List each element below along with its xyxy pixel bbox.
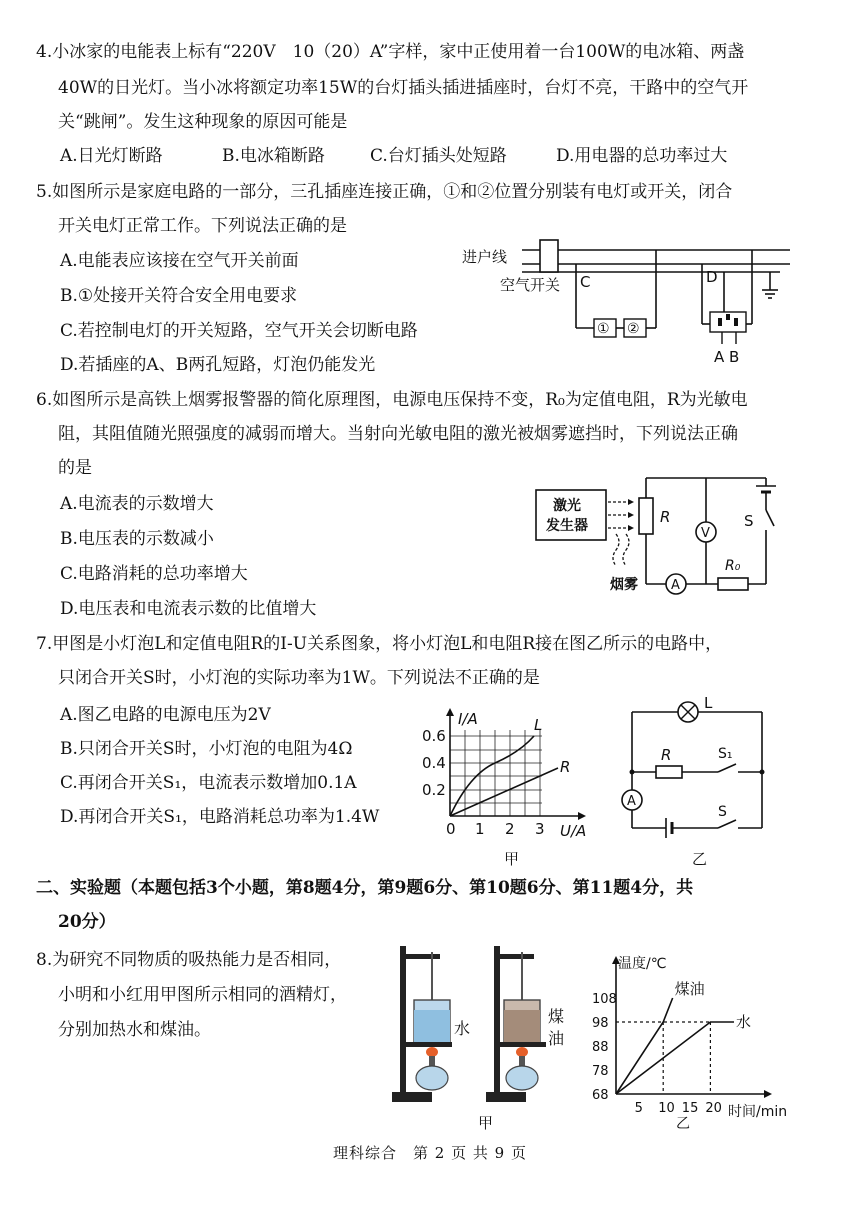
- q5-option-d: D.若插座的A、B两孔短路，灯泡仍能发光: [60, 355, 376, 375]
- chart-series-label-1: 水: [736, 1013, 752, 1031]
- q7-graph-xlabel: U/A: [560, 822, 587, 840]
- q5-option-b: B.①处接开关符合安全用电要求: [60, 286, 298, 306]
- q4-stem-line-3: 关“跳闸”。发生这种现象的原因可能是: [58, 112, 348, 132]
- chart-series-0: [616, 998, 673, 1094]
- q5-circuit-figure: [460, 232, 800, 372]
- q6-circuit-figure: [530, 472, 790, 602]
- q7-resistor-r: [656, 766, 682, 778]
- q7-line-r-label: R: [560, 758, 571, 776]
- q7-curve-l-label: L: [534, 716, 543, 734]
- q7-stem-line-1: 7.甲图是小灯泡L和定值电阻R的I-U关系图象，将小灯泡L和电阻R接在图乙所示的电路中，: [36, 634, 723, 654]
- q8-water-label: 水: [454, 1019, 471, 1038]
- q6-option-a: A.电流表的示数增大: [60, 494, 214, 514]
- q6-stem-line-3: 的是: [58, 458, 92, 478]
- q5-stem-line-1: 5.如图所示是家庭电路的一部分，三孔插座连接正确，①和②位置分别装有电灯或开关，闭合: [36, 182, 733, 202]
- q6-stem-line-2: 阻，其阻值随光照强度的减弱而增大。当射向光敏电阻的激光被烟雾遮挡时，下列说法正确: [58, 424, 738, 444]
- q6-label-r0: R₀: [725, 558, 741, 574]
- q7-iu-graph: [418, 700, 608, 870]
- q7-graph-ylabel: I/A: [458, 710, 478, 728]
- chart-ytick-108: 108: [592, 992, 617, 1007]
- q6-stem-line-1: 6.如图所示是高铁上烟雾报警器的简化原理图，电源电压保持不变，R₀为定值电阻，R为光敏电: [36, 390, 748, 410]
- q5-label-c: C: [580, 273, 591, 291]
- q6-label-a: A: [671, 578, 680, 593]
- chart-caption: 乙: [676, 1116, 690, 1132]
- q6-label-s: S: [744, 512, 754, 530]
- q5-position-2-label: ②: [627, 321, 640, 337]
- q7-switch-s1-label: S₁: [718, 746, 733, 762]
- q8-stem-line-3: 分别加热水和煤油。: [58, 1020, 211, 1040]
- q6-option-d: D.电压表和电流表示数的比值增大: [60, 599, 317, 619]
- q5-socket-holes-label: A B: [714, 348, 740, 366]
- q7-xtick-2: 2: [505, 820, 515, 838]
- chart-xtick-15: 15: [681, 1101, 699, 1116]
- q8-kerosene-label-1: 煤: [548, 1007, 565, 1026]
- section2-heading-line-1: 二、实验题（本题包括3个小题，第8题4分，第9题6分、第10题6分、第11题4分，共: [36, 878, 694, 898]
- chart-x-axis-arrow: [764, 1090, 772, 1098]
- q6-label-v: V: [701, 526, 710, 541]
- q5-breaker-box: [540, 240, 558, 272]
- q6-option-c: C.电路消耗的总功率增大: [60, 564, 248, 584]
- q5-option-a: A.电能表应该接在空气开关前面: [60, 251, 299, 271]
- q7-ytick-0.4: 0.4: [422, 754, 446, 772]
- q5-inlet-label: 进户线: [462, 248, 508, 266]
- q7-resistor-label: R: [661, 746, 672, 764]
- q4-option-b: B.电冰箱断路: [222, 146, 325, 166]
- q6-laser-label-2: 发生器: [546, 518, 588, 534]
- q7-ammeter-label: A: [627, 794, 636, 809]
- q7-switch-s-label: S: [718, 804, 727, 820]
- q4-option-c: C.台灯插头处短路: [370, 146, 507, 166]
- q8-kerosene-setup: [486, 946, 564, 1102]
- q7-switch-s: [718, 820, 736, 828]
- chart-ytick-98: 98: [592, 1016, 609, 1031]
- q6-resistor-r0: [718, 578, 748, 590]
- q7-xtick-1: 1: [475, 820, 485, 838]
- q7-option-b: B.只闭合开关S时，小灯泡的电阻为4Ω: [60, 739, 353, 759]
- q8-stem-line-2: 小明和小红用甲图所示相同的酒精灯，: [58, 985, 347, 1005]
- q7-option-c: C.再闭合开关S₁，电流表示数增加0.1A: [60, 773, 357, 793]
- q7-xtick-3: 3: [535, 820, 545, 838]
- section2-heading-line-2: 20分）: [58, 912, 116, 932]
- q6-option-b: B.电压表的示数减小: [60, 529, 214, 549]
- q4-stem-line-1: 4.小冰家的电能表上标有“220V 10（20）A”字样，家中正使用着一台100W的电冰箱、两盏: [36, 42, 745, 62]
- q7-option-d: D.再闭合开关S₁，电路消耗总功率为1.4W: [60, 807, 380, 827]
- chart-xlabel: 时间/min: [728, 1104, 788, 1120]
- q6-label-r: R: [660, 508, 671, 526]
- q5-option-c: C.若控制电灯的开关短路，空气开关会切断电路: [60, 321, 418, 341]
- q8-stem-line-1: 8.为研究不同物质的吸热能力是否相同，: [36, 950, 342, 970]
- q7-option-a: A.图乙电路的电源电压为2V: [60, 705, 271, 725]
- chart-ylabel: 温度/℃: [618, 956, 667, 972]
- q7-line-r: [450, 768, 558, 816]
- q8-water-setup: [392, 946, 470, 1102]
- q7-stem-line-2: 只闭合开关S时，小灯泡的实际功率为1W。下列说法不正确的是: [58, 668, 540, 688]
- q8-temperature-chart: [588, 948, 798, 1132]
- q7-ytick-0.6: 0.6: [422, 727, 446, 745]
- q4-option-a: A.日光灯断路: [60, 146, 163, 166]
- q7-circuit-figure: [612, 694, 792, 870]
- q7-lamp-label: L: [704, 694, 713, 712]
- q6-photoresistor: [639, 498, 653, 534]
- q5-label-d: D: [706, 268, 718, 286]
- q8-apparatus-caption: 甲: [478, 1114, 494, 1132]
- q8-apparatus-figure: [386, 938, 586, 1134]
- q7-ytick-0.2: 0.2: [422, 781, 446, 799]
- q6-laser-label-1: 激光: [553, 498, 581, 514]
- chart-ytick-88: 88: [592, 1040, 609, 1055]
- chart-xtick-10: 10: [658, 1101, 675, 1116]
- q7-switch-s1: [718, 764, 736, 772]
- q7-graph-caption: 甲: [504, 850, 520, 868]
- q7-circuit-caption: 乙: [692, 850, 708, 868]
- q4-stem-line-2: 40W的日光灯。当小冰将额定功率15W的台灯插头插进插座时，台灯不亮，干路中的空气开: [58, 78, 749, 98]
- chart-ytick-78: 78: [592, 1064, 609, 1079]
- q6-switch: [766, 510, 774, 526]
- chart-series-1: [616, 1022, 734, 1094]
- q8-kerosene-label-2: 油: [548, 1029, 565, 1048]
- q5-breaker-label: 空气开关: [500, 276, 561, 294]
- chart-ytick-68: 68: [592, 1088, 609, 1103]
- q5-stem-line-2: 开关电灯正常工作。下列说法正确的是: [58, 216, 347, 236]
- q6-smoke-label: 烟雾: [610, 577, 638, 593]
- q5-position-1-label: ①: [597, 321, 610, 337]
- chart-xtick-20: 20: [705, 1101, 722, 1116]
- q4-option-d: D.用电器的总功率过大: [556, 146, 728, 166]
- chart-xtick-5: 5: [634, 1101, 643, 1116]
- page-footer: 理科综合 第 2 页 共 9 页: [333, 1144, 527, 1162]
- q7-xtick-0: 0: [446, 820, 456, 838]
- chart-series-label-0: 煤油: [674, 980, 705, 998]
